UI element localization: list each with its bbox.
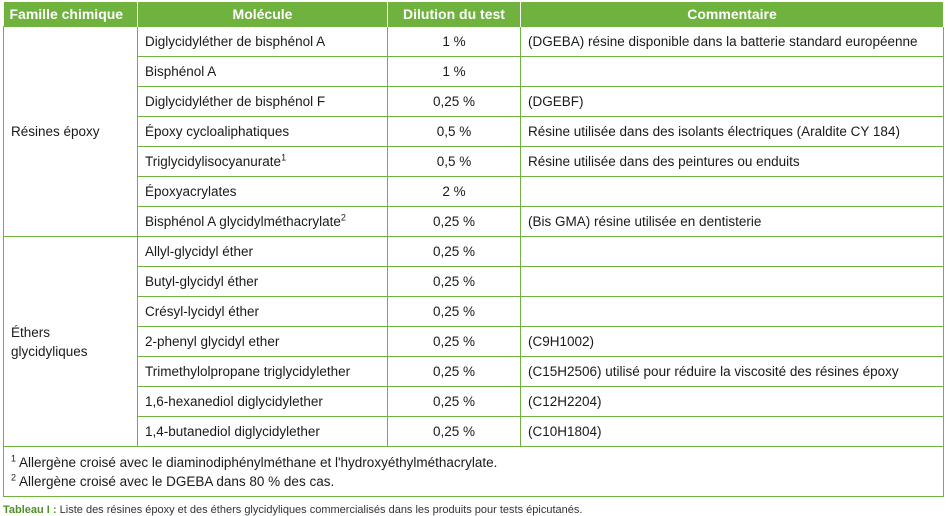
molecule-cell [138,207,388,237]
allergen-table [3,2,944,497]
footnote [11,472,936,491]
molecule-name: Époxy cycloaliphatiques [145,124,290,139]
table-row [4,147,944,177]
comment-cell: (C10H1804) [521,417,944,447]
dilution-cell: 0,25 % [388,417,521,447]
molecule-name: Trimethylolpropane triglycidylether [145,364,351,379]
comment-cell: (DGEBF) [521,87,944,117]
header-dilution: Dilution du test [388,2,521,27]
molecule-cell [138,267,388,297]
molecule-name: Époxyacrylates [145,184,237,199]
dilution-cell: 0,25 % [388,357,521,387]
molecule-cell [138,177,388,207]
comment-cell: Résine utilisée dans des isolants électriques (Araldite CY 184) [521,117,944,147]
footnotes-cell [4,447,944,497]
molecule-name: 1,4-butanediol diglycidylether [145,424,320,439]
molecule-name: Bisphénol A [145,64,217,79]
molecule-cell [138,87,388,117]
table-row [4,237,944,267]
comment-cell [521,177,944,207]
dilution-cell: 0,25 % [388,237,521,267]
footnotes-row [4,447,944,497]
table-row [4,357,944,387]
molecule-cell [138,27,388,57]
dilution-cell: 0,5 % [388,117,521,147]
molecule-name: Crésyl-lycidyl éther [145,304,260,319]
table-row [4,387,944,417]
footnote-marker: 2 [11,472,17,483]
dilution-cell: 2 % [388,177,521,207]
molecule-cell [138,147,388,177]
footnote [11,453,936,472]
dilution-cell: 0,25 % [388,207,521,237]
molecule-cell [138,387,388,417]
molecule-cell [138,327,388,357]
molecule-name: Butyl-glycidyl éther [145,274,259,289]
molecule-name: Diglycidyléther de bisphénol A [145,34,326,49]
table-row [4,417,944,447]
dilution-cell: 0,25 % [388,387,521,417]
molecule-name: Bisphénol A glycidylméthacrylate [145,214,341,229]
comment-cell [521,297,944,327]
comment-cell [521,237,944,267]
table-row [4,207,944,237]
molecule-name: 2-phenyl glycidyl ether [145,334,280,349]
molecule-cell [138,57,388,87]
comment-cell: (C9H1002) [521,327,944,357]
comment-cell: (DGEBA) résine disponible dans la batterie standard européenne [521,27,944,57]
footnote-text: Allergène croisé avec le diaminodiphénylméthane et l'hydroxyéthylméthacrylate. [19,455,498,470]
family-cell: Éthers glycidyliques [4,237,138,447]
dilution-cell: 1 % [388,27,521,57]
comment-cell [521,57,944,87]
dilution-cell: 0,25 % [388,327,521,357]
molecule-cell [138,237,388,267]
comment-cell [521,267,944,297]
molecule-name: Diglycidyléther de bisphénol F [145,94,326,109]
molecule-name: Triglycidylisocyanurate [145,154,282,169]
table-header-row [4,2,944,27]
molecule-cell [138,297,388,327]
comment-cell: (Bis GMA) résine utilisée en dentisterie [521,207,944,237]
table-row [4,117,944,147]
caption-text: Liste des résines époxy et des éthers glycidyliques commercialisés dans les produits pour tests épicutanés. [59,504,583,516]
footnote-marker: 1 [281,152,287,163]
molecule-name: 1,6-hexanediol diglycidylether [145,394,323,409]
comment-cell: (C12H2204) [521,387,944,417]
molecule-cell [138,417,388,447]
caption-label: Tableau I : [3,504,57,516]
table-row [4,267,944,297]
table-row [4,177,944,207]
table-row [4,297,944,327]
header-comment: Commentaire [521,2,944,27]
comment-cell: (C15H2506) utilisé pour réduire la viscosité des résines époxy [521,357,944,387]
table-row [4,87,944,117]
comment-cell: Résine utilisée dans des peintures ou enduits [521,147,944,177]
table-caption [3,504,582,516]
molecule-cell [138,117,388,147]
table-row [4,327,944,357]
dilution-cell: 1 % [388,57,521,87]
dilution-cell: 0,25 % [388,267,521,297]
molecule-name: Allyl-glycidyl éther [145,244,254,259]
family-cell: Résines époxy [4,27,138,237]
dilution-cell: 0,25 % [388,87,521,117]
dilution-cell: 0,5 % [388,147,521,177]
header-molecule: Molécule [138,2,388,27]
table-body [4,27,944,497]
molecule-cell [138,357,388,387]
footnote-text: Allergène croisé avec le DGEBA dans 80 % des cas. [19,474,335,489]
dilution-cell: 0,25 % [388,297,521,327]
header-family: Famille chimique [4,2,138,27]
footnote-marker: 2 [340,212,346,223]
table-row [4,27,944,57]
table-row [4,57,944,87]
footnote-marker: 1 [11,453,17,464]
